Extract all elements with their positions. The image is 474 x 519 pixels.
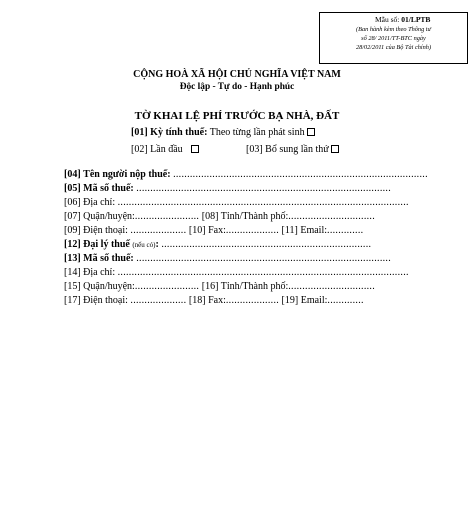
agent-province-input[interactable]: ............................... — [288, 281, 376, 292]
field-tax-code: [05] Mã số thuế: ........................................................................................... — [64, 183, 392, 194]
field-agent-phone: [17] Điện thoại: .................... [18] Fax:................... [19] Email:............. — [64, 295, 364, 306]
tax-code-input[interactable]: ........................................................................................... — [136, 183, 392, 194]
field-address: [06] Địa chỉ: ........................................................................................................ — [64, 197, 409, 208]
country-name: CỘNG HOÀ XÃ HỘI CHỦ NGHĨA VIỆT NAM — [133, 69, 341, 80]
form-note-line-2: số 28/ 2011/TT-BTC ngày — [361, 35, 426, 42]
field-agent-address: [14] Địa chỉ: ........................................................................................................ — [64, 267, 409, 278]
first-time-row: [02] Lần đầu — [131, 144, 199, 155]
address-input[interactable]: ........................................................................................................ — [117, 197, 409, 208]
agent-fax-input[interactable]: ................... — [225, 295, 280, 306]
agent-tax-code-input[interactable]: ........................................................................................... — [136, 253, 392, 264]
province-input[interactable]: ............................... — [288, 211, 376, 222]
field-tax-agent: [12] Đại lý thuế (nếu có): ........................................................................... — [64, 239, 372, 250]
tax-agent-input[interactable]: ........................................................................... — [161, 239, 372, 250]
phone-input[interactable]: .................... — [130, 225, 187, 236]
supplement-checkbox[interactable] — [331, 145, 339, 153]
agent-address-input[interactable]: ........................................................................................................ — [117, 267, 409, 278]
form-code: Mẫu số: 01/LPTB — [375, 15, 431, 24]
period-option-checkbox[interactable] — [307, 128, 315, 136]
form-note-line-3: 28/02/2011 của Bộ Tài chính) — [355, 44, 432, 51]
taxpayer-name-input[interactable]: ........................................................................................... — [173, 169, 428, 180]
motto: Độc lập - Tự do - Hạnh phúc — [179, 82, 295, 92]
field-taxpayer-name: [04] Tên người nộp thuế: ........................................................................................... — [64, 169, 428, 180]
email-input[interactable]: ............. — [327, 225, 364, 236]
first-time-checkbox[interactable] — [191, 145, 199, 153]
field-phone: [09] Điện thoại: .................... [10] Fax:................... [11] Email:............. — [64, 225, 364, 236]
agent-phone-input[interactable]: .................... — [130, 295, 187, 306]
district-input[interactable]: ....................... — [134, 211, 200, 222]
supplement-row: [03] Bổ sung lần thứ — [246, 144, 339, 155]
tax-period-row: [01] Kỳ tính thuế: Theo từng lần phát sinh — [131, 127, 315, 138]
page-title: TỜ KHAI LỆ PHÍ TRƯỚC BẠ NHÀ, ĐẤT — [134, 110, 340, 122]
field-agent-tax-code: [13] Mã số thuế: ........................................................................................... — [64, 253, 392, 264]
agent-district-input[interactable]: ....................... — [134, 281, 200, 292]
fax-input[interactable]: ................... — [225, 225, 280, 236]
form-note-line-1: (Ban hành kèm theo Thông tư — [356, 26, 431, 33]
agent-email-input[interactable]: ............. — [327, 295, 364, 306]
form-code-box — [319, 12, 468, 64]
field-agent-district: [15] Quận/huyện:....................... [16] Tỉnh/Thành phố:............................... — [64, 281, 376, 292]
field-district: [07] Quận/huyện:....................... [08] Tỉnh/Thành phố:............................... — [64, 211, 376, 222]
